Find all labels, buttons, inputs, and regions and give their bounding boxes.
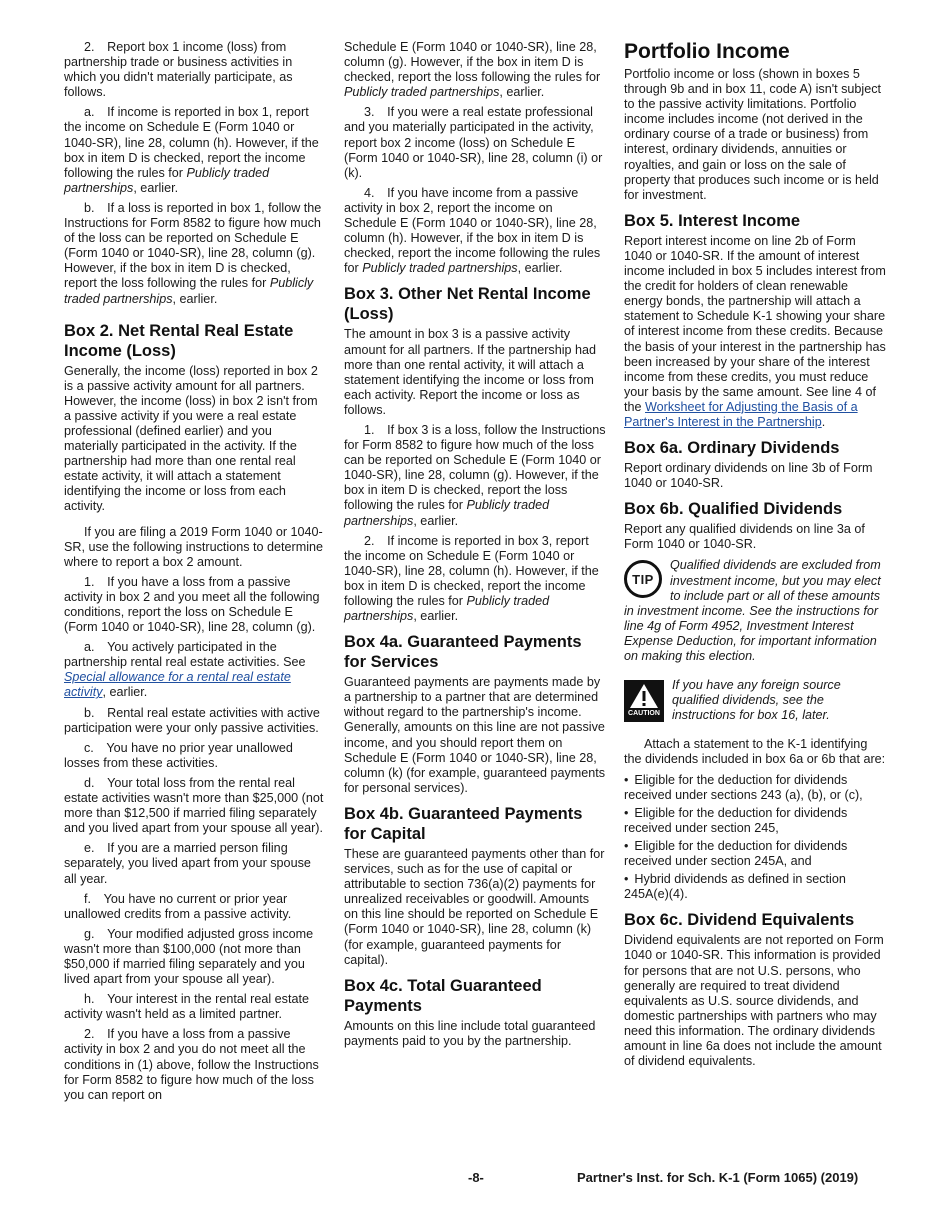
paragraph: c. You have no prior year unallowed losses from these activities. (64, 740, 293, 770)
bullet-item: • Eligible for the deduction for dividends received under sections 243 (a), (b), or (c), (624, 773, 886, 803)
emphasis: Publicly traded partnerships (64, 165, 270, 195)
paragraph: h. Your interest in the rental real estate activity wasn't held as a limited partner. (64, 992, 309, 1022)
paragraph: These are guaranteed payments other than for services, such as for the use of capital or attributable to section 736(a)(2) payments for unrealized receivables or goodwill. Amounts on this line should be reported on Schedule E (Form 1040 or 1040-SR), line 28, column (k) (for example, guaranteed payments for capital). (344, 846, 605, 967)
emphasis: Publicly traded partnerships (344, 498, 550, 528)
paragraph (624, 234, 886, 430)
column-right (624, 40, 886, 1074)
bullet-item: • Eligible for the deduction for dividends received under section 245, (624, 806, 886, 836)
heading-box6b: Box 6b. Qualified Dividends (624, 500, 843, 519)
heading-box6c: Box 6c. Dividend Equivalents (624, 911, 855, 930)
paragraph: 1. If you have a loss from a passive activity in box 2 and you meet all the following conditions, report the loss on Schedule E (Form 1040 or 1040-SR), line 28, column (g). (64, 574, 320, 635)
tip-icon: TIP (624, 560, 662, 598)
paragraph: e. If you are a married person filing separately, you lived apart from your spouse all year. (64, 841, 311, 886)
paragraph (344, 534, 606, 625)
paragraph: b. Rental real estate activities with active participation were your only passive activities. (64, 705, 320, 735)
paragraph (64, 105, 326, 196)
paragraph: g. Your modified adjusted gross income wasn't more than $100,000 (not more than $50,000 if married filing separately and you lived apart from your spouse all year). (64, 926, 314, 987)
tip-text: Qualified dividends are excluded from investment income, but you may elect to include part or all of these amounts in investment income. See the instructions for line 4g of Form 4952, Investment Interest Expense Deduction, for important information on making this election. (624, 558, 881, 663)
special-allowance-link[interactable] (64, 670, 291, 699)
text: , earlier. (172, 291, 218, 306)
emphasis: Publicly traded partnerships (344, 594, 550, 624)
paragraph: Report any qualified dividends on line 3a of Form 1040 or 1040-SR. (624, 522, 865, 552)
text: a. You actively participated in the partnership rental real estate activities. See (64, 640, 306, 670)
bullet-item: • Hybrid dividends as defined in section 245A(e)(4). (624, 872, 886, 902)
paragraph: Amounts on this line include total guaranteed payments paid to you by the partnership. (344, 1018, 596, 1048)
text: , earlier. (517, 261, 563, 276)
text: , earlier. (413, 609, 459, 624)
text: , earlier. (133, 180, 179, 195)
paragraph: If you are filing a 2019 Form 1040 or 1040-SR, use the following instructions to determine where to report a box 2 amount. (64, 524, 324, 569)
column-left (64, 40, 326, 1108)
paragraph (64, 201, 326, 307)
column-middle (344, 40, 606, 1054)
text: 4. If you have income from a passive activity in box 2, report the income on Schedule E (Form 1040 or 1040-SR), line 28, column (h). However, if the box in item D is checked, report the income following the rules for (344, 185, 601, 276)
footer-form-title: Partner's Inst. for Sch. K-1 (Form 1065) (2019) (577, 1170, 859, 1185)
page-number: -8- (468, 1170, 484, 1185)
paragraph: 3. If you were a real estate professional and you materially participated in the activity, report box 2 income (loss) on Schedule E (Form 1040 or 1040-SR), line 28, column (i) or (k). (344, 105, 603, 180)
paragraph: Guaranteed payments are payments made by a partnership to a partner that are determined without regard to the partnership's income. Generally, amounts on this line are not passive income, and you should report them on Schedule E (Form 1040 or 1040-SR), line 28, column (k) (for example, guaranteed payments for personal services). (344, 675, 606, 795)
heading-portfolio-income: Portfolio Income (624, 40, 790, 63)
bullet-item: • Eligible for the deduction for dividends received under section 245A, and (624, 839, 886, 869)
caution-note (624, 678, 886, 723)
text: , earlier. (413, 513, 459, 528)
paragraph (344, 423, 606, 529)
text: , earlier. (102, 685, 148, 700)
heading-box3: Box 3. Other Net Rental Income (Loss) (344, 285, 591, 324)
paragraph (344, 186, 606, 277)
emphasis: Publicly traded partnerships (64, 276, 314, 306)
text: b. If a loss is reported in box 1, follow the Instructions for Form 8582 to figure how much of the loss can be reported on Schedule E (Form 1040 or 1040-SR), line 28, column (g). However, if the box in item D is checked, report the loss following the rules for (64, 200, 322, 291)
paragraph: d. Your total loss from the rental real estate activities wasn't more than $25,000 (not more than $12,500 if married filing separately and you lived apart from your spouse all year). (64, 775, 324, 836)
heading-box5: Box 5. Interest Income (624, 211, 801, 230)
paragraph (64, 640, 326, 700)
text: , earlier. (499, 85, 545, 100)
caution-icon (624, 680, 664, 722)
link-text: Special allowance for a rental real estate activity (64, 670, 291, 700)
caution-text: If you have any foreign source qualified dividends, see the instructions for box 16, later. (672, 678, 841, 723)
text: 1. If box 3 is a loss, follow the Instructions for Form 8582 to figure how much of the loss can be reported on Schedule E (Form 1040 or 1040-SR), line 28, column (g). However, if the box in item D is checked, report the loss following the rules for (344, 422, 606, 513)
text: . (821, 414, 826, 429)
paragraph: Dividend equivalents are not reported on Form 1040 or 1040-SR. This information is provided for persons that are not U.S. persons, who generally are required to treat dividend equivalents as U.S. source dividends, and domestic partnerships with partners who may need this information. The ordinary dividends amount in line 6a does not include the amount of dividend equivalents. (624, 933, 884, 1069)
text: Schedule E (Form 1040 or 1040-SR), line 28, column (g). However, if the box in item D is checked, report the loss following the rules for (344, 40, 601, 85)
text: 2. If income is reported in box 3, report the income on Schedule E (Form 1040 or 1040-SR), line 28, column (h). However, if the box in item D is checked, report the income following the rules for (344, 533, 599, 608)
heading-box4c: Box 4c. Total Guaranteed Payments (344, 976, 542, 1015)
emphasis: Publicly traded partnerships (362, 261, 518, 276)
heading-box4a: Box 4a. Guaranteed Payments for Services (344, 633, 582, 672)
text: Report interest income on line 2b of Form 1040 or 1040-SR. If the amount of interest income included in box 5 includes interest from the credit for holders of clean renewable energy bonds, the partnership will attach a statement to Schedule K-1 showing your share of interest income from these credits. Because the basis of your interest in the partnership has been increased by your share of the interest income from these credits, you must reduce your basis by the same amount. See line 4 of the (624, 233, 886, 414)
paragraph: f. You have no current or prior year unallowed credits from a passive activity. (64, 891, 292, 921)
paragraph: Report ordinary dividends on line 3b of Form 1040 or 1040-SR. (624, 461, 873, 491)
caution-label: CAUTION (628, 710, 660, 717)
worksheet-link[interactable]: Worksheet for Adjusting the Basis of a Partner's Interest in the Partnership (624, 399, 858, 429)
paragraph: 2. If you have a loss from a passive activity in box 2 and you do not meet all the conditions in (1) above, follow the Instructions for Form 8582 to figure how much of the loss you can report on (64, 1027, 319, 1102)
heading-box4b: Box 4b. Guaranteed Payments for Capital (344, 804, 583, 843)
paragraph: Generally, the income (loss) reported in box 2 is a passive activity amount for all partners. However, the income (loss) in box 2 isn't from a passive activity if you were a real estate professional (defined earlier) and you materially participated in the activity. If the partnership had more than one rental real estate activity, it will attach a statement identifying the income or loss from each activity. (64, 363, 318, 514)
paragraph (344, 40, 606, 100)
text: a. If income is reported in box 1, report the income on Schedule E (Form 1040 or 1040-SR), line 28, column (h). However, if the box in item D is checked, report the income following the rules for (64, 105, 319, 180)
heading-box2: Box 2. Net Rental Real Estate Income (Loss) (64, 321, 294, 360)
heading-box6a: Box 6a. Ordinary Dividends (624, 439, 840, 458)
tip-note (624, 558, 886, 664)
paragraph: The amount in box 3 is a passive activity amount for all partners. If the partnership had more than one rental activity, it will attach a statement identifying the income or loss from each activity. Report the income or loss as follows. (344, 327, 597, 417)
emphasis: Publicly traded partnerships (344, 85, 500, 100)
paragraph: Portfolio income or loss (shown in boxes 5 through 9b and in box 11, code A) isn't subject to the passive activity limitations. Portfolio income includes income (not derived in the ordinary course of a trade or business) from interest, ordinary dividends, annuities or royalties, and gain or loss on the sale of property that produces such income or is held for investment. (624, 67, 882, 202)
paragraph: 2. Report box 1 income (loss) from partnership trade or business activities in which you didn't materially participate, as follows. (64, 40, 293, 100)
paragraph: Attach a statement to the K-1 identifying the dividends included in box 6a or 6b that are: (624, 737, 886, 767)
